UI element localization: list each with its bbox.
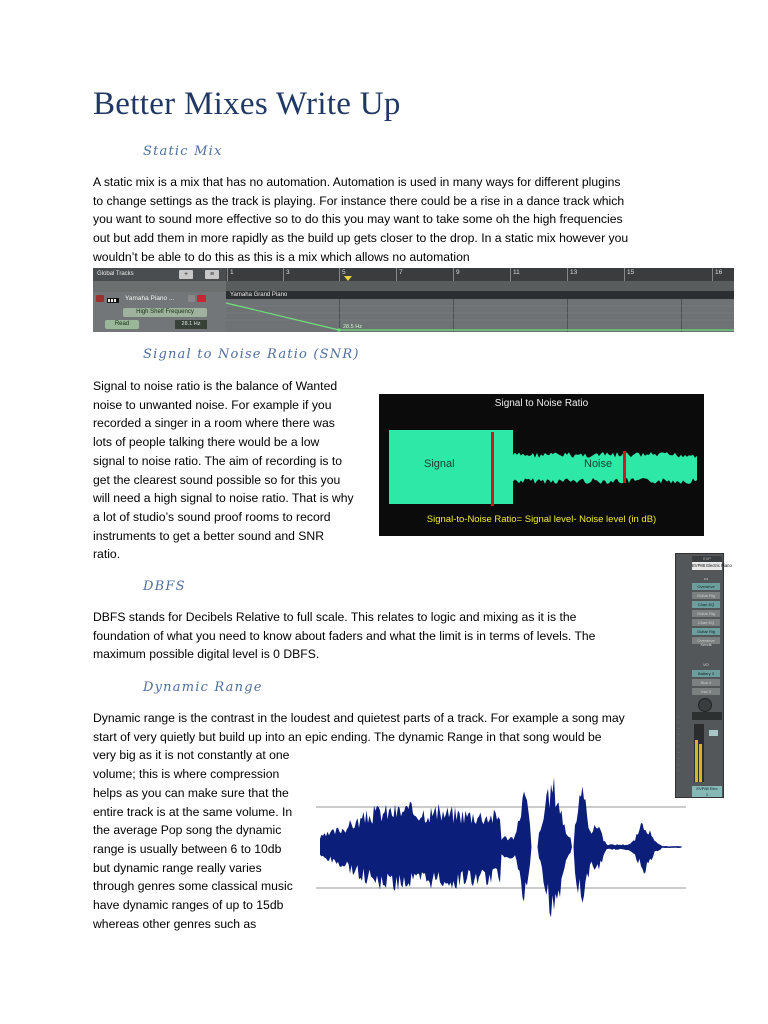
- paragraph-line: through genres some classical music: [93, 879, 293, 894]
- bar-number: 1: [230, 269, 234, 276]
- list-icon: ≡: [205, 270, 219, 279]
- playhead-icon: [344, 276, 352, 281]
- io-label: I/O: [703, 662, 709, 667]
- bar-number: 15: [627, 269, 635, 276]
- freeze-icon: [96, 295, 104, 302]
- document-title: Better Mixes Write Up: [93, 86, 401, 122]
- insert-slot: Chan EQ: [692, 601, 720, 608]
- insert-slot: Chan EQ: [692, 619, 720, 626]
- strip-label: EVP: [692, 556, 722, 562]
- io-slot: Bus 4: [692, 679, 720, 686]
- automation-parameter: High Shelf Frequency: [123, 308, 207, 317]
- level-meter: [694, 724, 704, 782]
- snr-diagram: [379, 394, 704, 536]
- audio-waveform-image: [316, 765, 686, 925]
- bar-number: 11: [513, 269, 520, 276]
- midi-region: [226, 291, 734, 332]
- noise-label: Noise: [584, 458, 613, 470]
- bar-number: 3: [286, 269, 290, 276]
- mute-icon: [188, 295, 195, 302]
- paragraph-line: DBFS stands for Decibels Relative to full scale. This relates to logic and mixing as it is the: [93, 610, 577, 624]
- piano-icon: [107, 295, 119, 305]
- channel-name: [692, 786, 722, 797]
- meter-scale: · · · · · · · · · ·: [678, 715, 680, 773]
- automation-curve: [226, 299, 734, 332]
- paragraph-line: start of very quietly but build up into an epic ending. The dynamic Range in that song would be: [93, 729, 602, 744]
- paragraph-line: but dynamic range really varies: [93, 860, 262, 875]
- paragraph-line: maximum possible digital level is 0 DBFS.: [93, 647, 320, 662]
- bar-number: 16: [715, 269, 723, 276]
- signal-label: Signal: [424, 458, 455, 470]
- volume-display: [692, 712, 722, 720]
- dbfs-paragraph: [93, 608, 595, 664]
- curve-value-label: 28.5 Hz: [343, 324, 362, 330]
- bar-number: 9: [456, 269, 460, 276]
- bar-number: 13: [570, 269, 578, 276]
- paragraph-line: recorded a singer in a room where there was: [93, 416, 335, 431]
- static-mix-paragraph: [93, 173, 628, 267]
- add-track-icon: +: [179, 270, 193, 279]
- paragraph-line: ratio.: [93, 547, 121, 562]
- instrument-slot: EVP88 Electric Piano: [692, 563, 732, 568]
- insert-slot: Guitar Rig: [692, 628, 720, 635]
- bar-ruler: [226, 268, 734, 281]
- snr-title: Signal to Noise Ratio: [494, 398, 589, 409]
- paragraph-line: range is usually between 6 to 10db: [93, 841, 282, 856]
- paragraph-line: lots of people talking there would be a low: [93, 435, 320, 450]
- io-slot: Battery 3: [692, 670, 720, 677]
- paragraph-line: Dynamic range is the contrast in the loudest and quietest parts of a track. For example a song may: [93, 711, 625, 725]
- paragraph-line: whereas other genres such as: [93, 916, 257, 931]
- insert-slot: Guitar Rig: [692, 592, 720, 599]
- record-icon: [197, 295, 206, 302]
- paragraph-line: a lot of studio’s sound proof rooms to record: [93, 509, 331, 524]
- track-header-panel: [93, 268, 226, 332]
- paragraph-line: instruments to get a better sound and SNR: [93, 528, 325, 543]
- paragraph-line: out but add them in more rapidly as the build up gets closer to the drop. In a static mix however you: [93, 231, 629, 246]
- channel-name-text: EVP88 Elec: [696, 786, 718, 791]
- bar-number: 7: [399, 269, 403, 276]
- io-slot: Inst 3: [692, 688, 720, 695]
- insert-slot: Guitar Rig: [692, 610, 720, 617]
- paragraph-line: have dynamic ranges of up to 15db: [93, 898, 284, 913]
- snr-caption: Signal-to-Noise Ratio= Signal level- Noise level (in dB): [426, 514, 657, 525]
- paragraph-line: will need a high signal to noise ratio. That is why: [93, 491, 354, 506]
- paragraph-line: the average Pop song the dynamic: [93, 823, 282, 838]
- paragraph-line: get the clearest sound possible so for this you: [93, 472, 341, 487]
- snr-paragraph: [93, 377, 354, 564]
- channel-number: 1: [705, 791, 709, 797]
- paragraph-line: foundation of what you need to know about faders and what the limit is in terms of levels. The: [93, 628, 596, 643]
- paragraph-line: volume; this is where compression: [93, 767, 280, 782]
- paragraph-line: noise to unwanted noise. For example if you: [93, 397, 332, 412]
- paragraph-line: Signal to noise ratio is the balance of Wanted: [93, 379, 338, 393]
- paragraph-line: you want to sound more effective so to do this you may want to take some oh the high frequencies: [93, 212, 623, 227]
- paragraph-line: entire track is at the same volume. In: [93, 804, 293, 819]
- logic-arrange-screenshot: [93, 268, 734, 332]
- heading-snr: Signal to Noise Ratio (SNR): [143, 347, 360, 362]
- region-name: Yamaha Grand Piano: [226, 291, 734, 299]
- heading-dynamic-range: Dynamic Range: [143, 680, 263, 695]
- automation-mode: Read: [105, 320, 139, 329]
- sends-label: Sends: [700, 642, 712, 647]
- parameter-value: 28.1 Hz: [175, 320, 207, 329]
- track-name: Yamaha Piano ...: [125, 295, 175, 302]
- insert-slot: Overdrive: [692, 637, 720, 644]
- paragraph-line: helps as you can make sure that the: [93, 785, 289, 800]
- paragraph-line: very big as it is not constantly at one: [93, 748, 290, 763]
- paragraph-line: A static mix is a mix that has no automation. Automation is used in many ways for different plugins: [93, 175, 621, 189]
- global-tracks-label: Global Tracks: [93, 268, 226, 281]
- paragraph-line: wouldn’t be able to do this as this is a mix which allows no automation: [93, 249, 470, 264]
- channel-strip-screenshot: EVP EVP88 Electric Piano ••• Overdrive Guitar Rig Chan EQ Guitar Rig Chan EQ Guitar Rig Overdrive Sends I/O Battery 3 Bus 4 Inst 3 EVP88 Elec 1 · · · · · · · · · ·: [675, 553, 724, 798]
- paragraph-line: signal to noise ratio. The aim of recording is to: [93, 453, 343, 468]
- heading-dbfs: DBFS: [143, 579, 186, 594]
- fader-cap-icon: [709, 730, 718, 736]
- heading-static-mix: Static Mix: [143, 144, 223, 159]
- pan-knob-icon: [698, 698, 712, 712]
- insert-slot: Overdrive: [692, 583, 720, 590]
- bar-number: 5: [342, 269, 346, 276]
- paragraph-line: to change settings as the track is playing. For instance there could be a rise in a dance track which: [93, 193, 625, 208]
